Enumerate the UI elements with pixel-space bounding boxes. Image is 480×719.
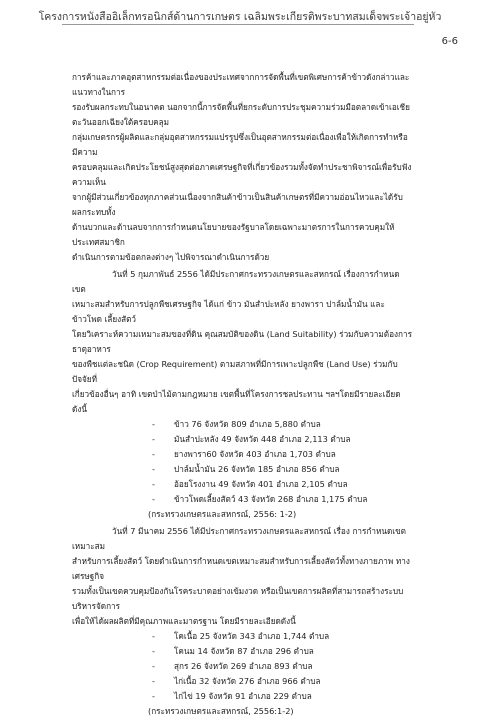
text-line: ดำเนินการตามข้อตกลงต่างๆ ไปพิจารณาดำเนินการด้วย [72, 252, 270, 262]
body-text [72, 70, 412, 719]
list-item: - มันสำปะหลัง 49 จังหวัด 448 อำเภอ 2,113 ตำบล [152, 434, 351, 444]
list-item: - ไก่ไข่ 19 จังหวัด 91 อำเภอ 229 ตำบล [152, 691, 312, 701]
text-line: เหมาะสมสำหรับการปลูกพืชเศรษฐกิจ ได้แก่ ข้าว มันสำปะหลัง ยางพารา ปาล์มน้ำมัน และข้าวโพด เลี้ยงสัตว์ [72, 299, 385, 324]
list-item: - โคเนื้อ 25 จังหวัด 343 อำเภอ 1,744 ตำบล [152, 631, 330, 641]
text-line: กลุ่มเกษตรกรผู้ผลิตและกลุ่มอุตสาหกรรมแปรรูปซึ่งเป็นอุตสาหกรรมต่อเนื่องเพื่อให้เกิดการทำหรือมีความ [72, 132, 408, 157]
page-number: 6-6 [441, 36, 458, 47]
text-line: โดยวิเคราะห์ความเหมาะสมของที่ดิน คุณสมบัติของดิน (Land Suitability) ร่วมกับความต้องการธาตุอาหาร [72, 329, 412, 354]
list-item: - ปาล์มน้ำมัน 26 จังหวัด 185 อำเภอ 856 ตำบล [152, 464, 340, 474]
list-item: - ข้าว 76 จังหวัด 809 อำเภอ 5,880 ตำบล [152, 419, 321, 429]
text-line: วันที่ 7 มีนาคม 2556 ได้มีประกาศกระทรวงเกษตรและสหกรณ์ เรื่อง การกำหนดเขตเหมาะสม [72, 526, 406, 551]
text-line: การค้าและภาคอุตสาหกรรมต่อเนื่องของประเทศจากการจัดพื้นที่เขตพิเศษการค้าข้าวดังกล่าวและแนวทางในการ [72, 72, 410, 97]
text-line: ของพืชแต่ละชนิด (Crop Requirement) ตามสภาพที่มีการเพาะปลูกพืช (Land Use) ร่วมกับปัจจัยที่ [72, 359, 398, 384]
text-line: เพื่อให้ได้ผลผลิตที่มีคุณภาพและมาตรฐาน โดยมีรายละเอียดดังนี้ [72, 616, 296, 626]
list-item: - ไก่เนื้อ 32 จังหวัด 276 อำเภอ 966 ตำบล [152, 676, 321, 686]
text-line: ครอบคลุมและเกิดประโยชน์สูงสุดต่อภาคเศรษฐกิจที่เกี่ยวข้องรวมทั้งจัดทำประชาพิจารณ์เพื่อรับฟังความเห็น [72, 162, 412, 187]
text-line: จากผู้มีส่วนเกี่ยวข้องทุกภาคส่วนเนื่องจากสินค้าข้าวเป็นสินค้าเกษตรที่มีความอ่อนไหวและได้รับผลกระทบทั้ง [72, 192, 403, 217]
running-header: โครงการหนังสืออิเล็กทรอนิกส์ด้านการเกษตร เฉลิมพระเกียรติพระบาทสมเด็จพระเจ้าอยู่หัว [38, 11, 442, 23]
crop-list [72, 417, 412, 507]
livestock-zoning-paragraph [72, 524, 412, 629]
list-item: - สุกร 26 จังหวัด 269 อำเภอ 893 ตำบล [152, 661, 313, 671]
text-line: รองรับผลกระทบในอนาคต นอกจากนี้การจัดพื้นที่ยกระดับการประชุมความร่วมมือตลาดเข้าเอเชียตะวันออกเฉียงใต้ครอบคลุม [72, 102, 410, 127]
header-rule [62, 24, 414, 25]
text-line: วันที่ 5 กุมภาพันธ์ 2556 ได้มีประกาศกระทรวงเกษตรและสหกรณ์ เรื่องการกำหนดเขต [72, 269, 400, 294]
text-line: เกี่ยวข้องอื่นๆ อาทิ เขตป่าไม้ตามกฎหมาย เขตพื้นที่โครงการชลประทาน ฯลฯโดยมีรายละเอียดดังนี้ [72, 389, 401, 414]
list-item: - ข้าวโพดเลี้ยงสัตว์ 43 จังหวัด 268 อำเภอ 1,175 ตำบล [152, 494, 368, 504]
list-item: - ยางพารา60 จังหวัด 403 อำเภอ 1,703 ตำบล [152, 449, 336, 459]
text-line: สำหรับการเลี้ยงสัตว์ โดยดำเนินการกำหนดเขตเหมาะสมสำหรับการเลี้ยงสัตว์ทั้งทางภายภาพ ทางเศรษฐกิจ [72, 556, 410, 581]
intro-paragraph [72, 70, 412, 265]
list-item: - อ้อยโรงงาน 49 จังหวัด 401 อำเภอ 2,105 ตำบล [152, 479, 348, 489]
text-line: ด้านบวกและด้านลบจากการกำหนดนโยบายของรัฐบาลโดยเฉพาะมาตรการในการควบคุมให้ประเทศสมาชิก [72, 222, 395, 247]
citation: (กระทรวงเกษตรและสหกรณ์, 2556: 1-2) [148, 509, 297, 519]
list-item: - โคนม 14 จังหวัด 87 อำเภอ 296 ตำบล [152, 646, 314, 656]
crop-zoning-paragraph [72, 267, 412, 417]
livestock-list [72, 629, 412, 704]
text-line: รวมทั้งเป็นเขตควบคุมป้องกันโรคระบาดอย่างเข้มงวด หรือเป็นเขตการผลิตที่สามารถสร้างระบบบริหารจัดการ [72, 586, 404, 611]
citation: (กระทรวงเกษตรและสหกรณ์, 2556:1-2) [148, 706, 294, 716]
